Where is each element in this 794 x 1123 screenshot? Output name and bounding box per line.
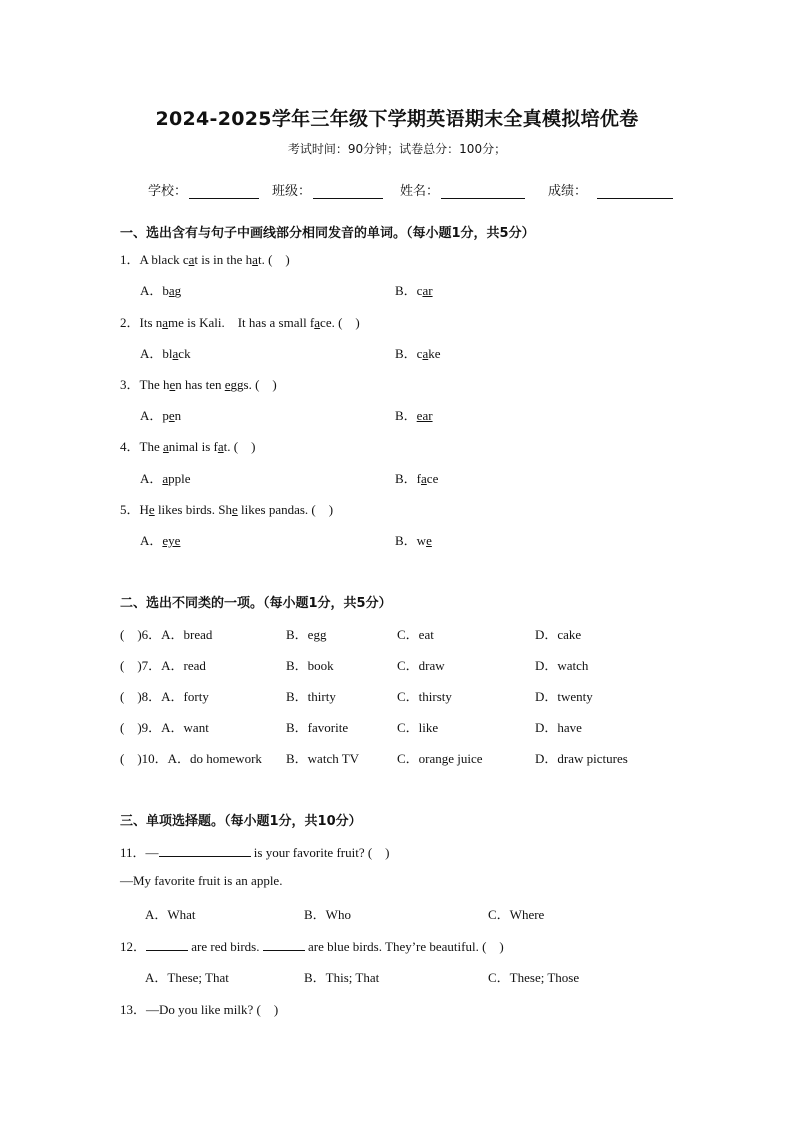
q12-option-b: B．This; That: [304, 970, 380, 985]
question-4: 4．The animal is fat. ( ): [120, 439, 256, 454]
exam-info: 考试时间：90分钟；试卷总分：100分；: [287, 142, 507, 156]
question-5: 5．He likes birds. She likes pandas. ( ): [120, 502, 334, 517]
q7-option-b: B．book: [286, 658, 334, 673]
answer-blank: [263, 938, 305, 951]
q7-stem: ( )7．A．read: [120, 658, 206, 673]
q11-option-c: C．Where: [488, 907, 545, 922]
page-title: 2024-2025学年三年级下学期英语期末全真模拟培优卷: [155, 108, 639, 130]
answer-blank: [146, 938, 188, 951]
q9-stem: ( )9．A．want: [120, 720, 209, 735]
q9-option-b: B．favorite: [286, 720, 349, 735]
question-12: 12． are red birds. are blue birds. They’re beautiful. ( ): [120, 939, 504, 954]
q3-option-a: A．pen: [140, 408, 182, 423]
q11-reply: —My favorite fruit is an apple.: [120, 873, 283, 888]
q1-option-a: A．bag: [140, 283, 182, 298]
q4-option-b: B．face: [395, 471, 439, 486]
score-label: 成绩：: [548, 184, 588, 199]
question-13: 13．—Do you like milk? ( ): [120, 1002, 279, 1017]
section2-heading: 二、选出不同类的一项。（每小题1分，共5分）: [120, 596, 392, 611]
q10-stem: ( )10．A．do homework: [120, 751, 262, 766]
q8-option-d: D．twenty: [535, 689, 593, 704]
q7-option-d: D．watch: [535, 658, 589, 673]
q8-option-b: B．thirty: [286, 689, 336, 704]
score-line: [597, 184, 673, 199]
q3-option-b: B．ear: [395, 408, 433, 423]
q10-option-d: D．draw pictures: [535, 751, 628, 766]
question-2: 2．Its name is Kali. It has a small face. ( ): [120, 315, 360, 330]
score-field: [548, 180, 673, 199]
section3-heading: 三、单项选择题。（每小题1分，共10分）: [120, 814, 362, 829]
q6-option-d: D．cake: [535, 627, 582, 642]
q12-option-a: A．These; That: [145, 970, 229, 985]
class-field: [272, 180, 383, 199]
question-11: 11．— is your favorite fruit? ( ): [120, 845, 390, 860]
q7-option-c: C．draw: [397, 658, 445, 673]
q8-stem: ( )8．A．forty: [120, 689, 209, 704]
q8-option-c: C．thirsty: [397, 689, 452, 704]
question-1: 1．A black cat is in the hat. ( ): [120, 252, 290, 267]
class-label: 班级：: [272, 184, 312, 199]
q5-option-b: B．we: [395, 533, 432, 548]
name-line: [441, 184, 525, 199]
q2-option-b: B．cake: [395, 346, 441, 361]
q9-option-c: C．like: [397, 720, 439, 735]
q4-option-a: A．apple: [140, 471, 191, 486]
q10-option-c: C．orange juice: [397, 751, 483, 766]
answer-blank: [159, 844, 251, 857]
q11-option-a: A．What: [145, 907, 196, 922]
q9-option-d: D．have: [535, 720, 582, 735]
school-label: 学校：: [148, 184, 188, 199]
question-3: 3．The hen has ten eggs. ( ): [120, 377, 277, 392]
q5-option-a: A．eye: [140, 533, 181, 548]
q2-option-a: A．black: [140, 346, 191, 361]
name-label: 姓名：: [400, 184, 440, 199]
q12-option-c: C．These; Those: [488, 970, 580, 985]
q6-option-c: C．eat: [397, 627, 434, 642]
school-field: [148, 180, 259, 199]
q6-stem: ( )6．A．bread: [120, 627, 213, 642]
q10-option-b: B．watch TV: [286, 751, 360, 766]
school-line: [189, 184, 259, 199]
q6-option-b: B．egg: [286, 627, 327, 642]
class-line: [313, 184, 383, 199]
q11-option-b: B．Who: [304, 907, 351, 922]
name-field: [400, 180, 525, 199]
q1-option-b: B．car: [395, 283, 433, 298]
section1-heading: 一、选出含有与句子中画线部分相同发音的单词。（每小题1分，共5分）: [120, 226, 535, 241]
